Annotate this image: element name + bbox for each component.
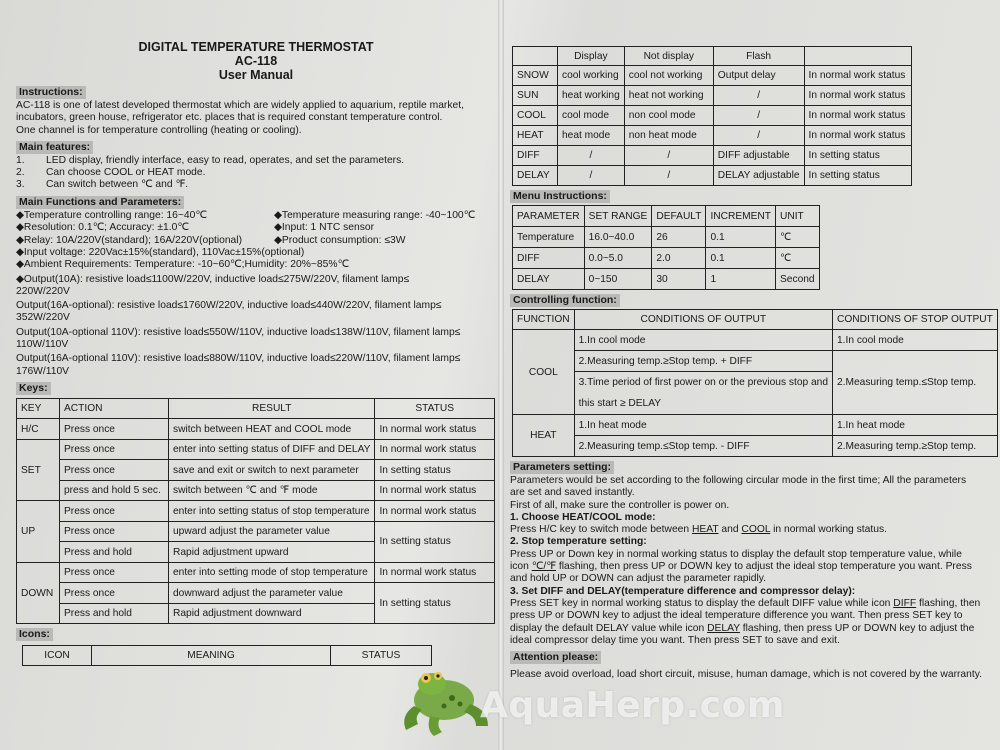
features-heading: Main features: [16, 141, 93, 154]
table-header: RESULT [169, 398, 375, 419]
param-line: ◆Ambient Requirements: Temperature: -10~60℃;Humidity: 20%~85%℃ [16, 259, 350, 271]
key-cell: DOWN [17, 562, 60, 624]
table-row: DIFF 0.0~5.0 2.0 0.1 ℃ [513, 248, 820, 269]
table-header-row: Display Not display Flash [513, 47, 912, 66]
setting-line: Press SET key in normal working status to display the default DIFF value while icon DIFF flashing, then [510, 597, 981, 609]
setting-line: icon ℃/℉ flashing, then press UP or DOWN key to adjust the ideal stop temperature you want. Press [510, 561, 972, 573]
step-title: 3. Set DIFF and DELAY(temperature difference and compressor delay): [510, 585, 856, 597]
table-row: COOL cool mode non cool mode / In normal work status [513, 106, 912, 126]
icons-header-table [22, 645, 432, 666]
feature-item: 2. Can choose COOL or HEAT mode. [16, 167, 206, 179]
table-row: DELAY 0~150 30 1 Second [513, 269, 820, 290]
page-fold [498, 0, 504, 750]
table-header-row: PARAMETER SET RANGE DEFAULT INCREMENT UNIT [513, 206, 820, 227]
instructions-line: One channel is for temperature controlling (heating or cooling). [16, 124, 302, 136]
setting-line: and hold UP or DOWN can adjust the parameter rapidly. [510, 573, 767, 585]
feature-item: 3. Can switch between ℃ and ℉. [16, 179, 189, 191]
control-heading: Controlling function: [510, 294, 620, 307]
instructions-line: incubators, green house, refrigerator etc. places that is required constant temperature control. [16, 112, 443, 124]
table-row: Press and hold Rapid adjustment upward [17, 542, 495, 563]
feature-item: 1. LED display, friendly interface, easy to read, operates, and set the parameters. [16, 154, 405, 166]
key-cell: H/C [17, 419, 60, 440]
param-line: 352W/220V [16, 312, 70, 324]
param-line: ◆Input voltage: 220Vac±15%(standard), 110Vac±15%(optional) [16, 247, 305, 258]
step-title: 1. Choose HEAT/COOL mode: [510, 511, 656, 523]
icons-table [512, 46, 912, 186]
doc-subtitle: User Manual [218, 68, 294, 82]
right-column [510, 0, 993, 681]
step-title: 2. Stop temperature setting: [510, 536, 647, 548]
instructions-heading: Instructions: [16, 86, 86, 99]
param-line: 176W/110V [16, 365, 70, 377]
table-row: DIFF / / DIFF adjustable In setting status [513, 146, 912, 166]
param-pair: ◆Resolution: 0.1℃; Accuracy: ±1.0℃ ◆Input: 1 NTC sensor [16, 222, 375, 234]
keys-heading: Keys: [16, 382, 51, 395]
table-row: HEAT 1.In heat mode 1.In heat mode [513, 415, 998, 436]
attention-text: Please avoid overload, load short circuit, misuse, human damage, which is not covered by the warranty. [510, 669, 982, 681]
table-row: UP Press once enter into setting status of stop temperature In normal work status [17, 501, 495, 522]
param-pair: ◆Relay: 10A/220V(standard); 16A/220V(optional) ◆Product consumption: ≤3W [16, 234, 406, 246]
key-cell: UP [17, 501, 60, 563]
menu-table [512, 205, 820, 290]
table-row: 3.Time period of first power on or the previous stop and this start ≥ DELAY [513, 372, 998, 415]
table-header: KEY [17, 398, 60, 419]
table-row: 2.Measuring temp.≥Stop temp. + DIFF 2.Measuring temp.≤Stop temp. [513, 351, 998, 372]
icons-heading: Icons: [16, 628, 53, 641]
param-line: 220W/220V [16, 285, 70, 297]
params-heading: Main Functions and Parameters: [16, 196, 184, 209]
table-row: HEAT heat mode non heat mode / In normal work status [513, 126, 912, 146]
table-row: COOL 1.In cool mode 1.In cool mode [513, 330, 998, 351]
setting-line: Press UP or Down key in normal working status to display the default stop temperature value, while [510, 548, 962, 560]
table-row: SUN heat working heat not working / In normal work status [513, 86, 912, 106]
table-header: STATUS [375, 398, 495, 419]
table-row: 2.Measuring temp.≤Stop temp. - DIFF 2.Measuring temp.≥Stop temp. [513, 436, 998, 457]
table-row: SET Press once enter into setting status of DIFF and DELAY In normal work status [17, 439, 495, 460]
param-line: Output(16A-optional 110V): resistive load≤880W/110V, inductive load≤220W/110V, filament lamp≤ [16, 353, 461, 365]
param-pair: ◆Temperature controlling range: 16~40℃ ◆Temperature measuring range: -40~100℃ [16, 209, 476, 221]
doc-title: DIGITAL TEMPERATURE THERMOSTAT [138, 40, 374, 54]
table-row: press and hold 5 sec. switch between ℃ and ℉ mode In normal work status [17, 480, 495, 501]
left-column [16, 0, 496, 666]
key-cell: SET [17, 439, 60, 501]
table-header: ACTION [60, 398, 169, 419]
table-row: H/C Press once switch between HEAT and COOL mode In normal work status [17, 419, 495, 440]
setting-line: press UP or DOWN key to adjust the ideal temperature difference you want. Then press SET key to [510, 610, 963, 622]
setting-line: are set and saved instantly. [510, 487, 635, 499]
control-table [512, 309, 998, 457]
table-header-row: ICON MEANING STATUS [23, 646, 432, 666]
table-row: DELAY / / DELAY adjustable In setting status [513, 166, 912, 186]
attention-heading: Attention please: [510, 651, 601, 664]
setting-line: ideal compressor delay time you want. Then press SET to save and exit. [510, 634, 840, 646]
table-row: DOWN Press once enter into setting mode of stop temperature In normal work status [17, 562, 495, 583]
doc-model: AC-118 [234, 54, 278, 68]
param-line: Output(16A-optional): resistive load≤1760W/220V, inductive load≤440W/220V, filament lamp≤ [16, 300, 442, 312]
keys-table [16, 398, 495, 625]
table-row: Temperature 16.0~40.0 26 0.1 ℃ [513, 227, 820, 248]
setting-heading: Parameters setting: [510, 461, 614, 474]
param-line: 110W/110V [16, 339, 69, 351]
instructions-line: AC-118 is one of latest developed thermostat which are widely applied to aquarium, reptile market, [16, 100, 464, 111]
table-row: Press once downward adjust the parameter value In setting status [17, 583, 495, 604]
table-row: Press and hold Rapid adjustment downward [17, 603, 495, 624]
table-header-row: FUNCTION CONDITIONS OF OUTPUT CONDITIONS OF STOP OUTPUT [513, 310, 998, 330]
setting-line: First of all, make sure the controller is power on. [510, 499, 730, 511]
setting-line: Press H/C key to switch mode between HEAT and COOL in normal working status. [510, 524, 887, 536]
table-row: Press once upward adjust the parameter value In setting status [17, 521, 495, 542]
setting-line: display the default DELAY value while icon DELAY flashing, then press UP or DOWN key to adjust the [510, 622, 975, 634]
param-line: ◆Output(10A): resistive load≤1100W/220V, inductive load≤275W/220V, filament lamp≤ [16, 273, 410, 285]
table-row: Press once save and exit or switch to next parameter In setting status [17, 460, 495, 481]
table-header-row [17, 398, 495, 419]
table-row: SNOW cool working cool not working Output delay In normal work status [513, 66, 912, 86]
menu-heading: Menu Instructions: [510, 190, 610, 203]
param-line: Output(10A-optional 110V): resistive load≤550W/110V, inductive load≤138W/110V, filament lamp≤ [16, 326, 461, 338]
watermark: AquaHerp.com [480, 685, 785, 726]
setting-line: Parameters would be set according to the following circular mode in the first time; All the parameters [510, 475, 967, 486]
